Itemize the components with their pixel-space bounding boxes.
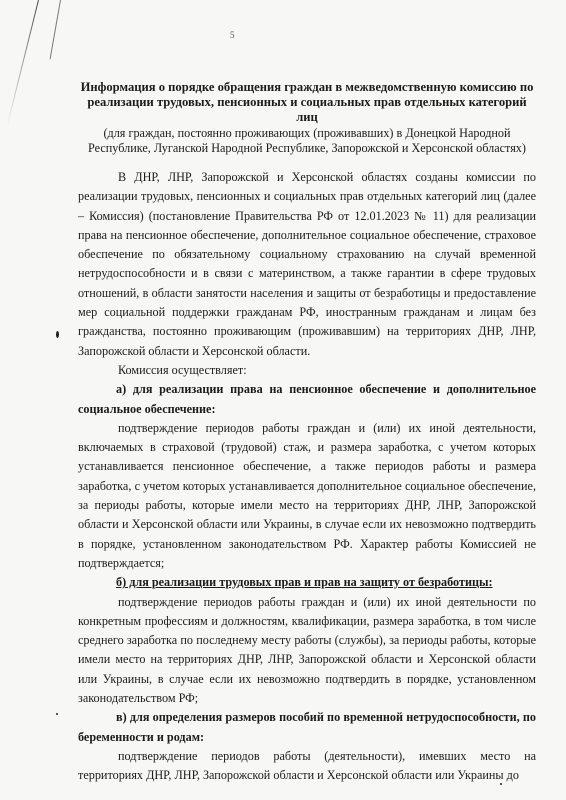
document-subtitle: (для граждан, постоянно проживающих (проживавших) в Донецкой Народной Республике, Луганской Народной Республике, Запорожской и Херсонской областях) xyxy=(88,126,526,155)
page-mark: 5 xyxy=(230,30,235,40)
document-body xyxy=(78,80,536,786)
scan-speck xyxy=(56,331,59,338)
section-c-body: подтверждение периодов работы (деятельности), имевших место на территориях ДНР, ЛНР, Запорожской области и Херсонской области или Украины до xyxy=(78,748,536,783)
section-a-body: подтверждение периодов работы граждан и (или) их иной деятельности, включаемых в страховой (трудовой) стаж, и размера заработка, с учетом которых устанавливается пенсионное обеспечение, а также периодов работы и размера заработка, с учетом которых устанавливается дополнительное социальное обеспечение, за периоды работы, которые имели место на территориях ДНР, ЛНР, Запорожской области и Херсонской области или Украины, в случае если их невозможно подтвердить в порядке, установленном законодательством РФ. Характер работы Комиссией не подтверждается; xyxy=(78,420,536,570)
section-b-body: подтверждение периодов работы граждан и (или) их иной деятельности по конкретным профессиям и должностям, квалификации, размера заработка, в том числе среднего заработка по последнему месту работы (службы), за периоды работы, которые имели место на территориях ДНР, ЛНР, Запорожской области и Херсонской области или Украины, в случае если их невозможно подтвердить в порядке, установленном законодательством РФ; xyxy=(78,594,536,706)
section-c-heading: в) для определения размеров пособий по временной нетрудоспособности, по беременности и родам: xyxy=(78,710,536,744)
scan-speck xyxy=(56,713,58,715)
commission-paragraph: Комиссия осуществляет: xyxy=(118,362,247,377)
document-title: Информация о порядке обращения граждан в межведомственную комиссию по реализации трудовых, пенсионных и социальных прав отдельных категорий лиц xyxy=(80,80,534,124)
section-a-heading: а) для реализации права на пенсионное обеспечение и дополнительное социальное обеспечение: xyxy=(78,382,536,416)
scan-artifact-line xyxy=(7,0,39,126)
scan-artifact-line xyxy=(50,0,61,59)
intro-paragraph: В ДНР, ЛНР, Запорожской и Херсонской областях созданы комиссии по реализации трудовых, пенсионных и социальных прав отдельных категорий лиц (далее – Комиссия) (постановление Правительства РФ от 12.01.2023 № 11) для реализации права на пенсионное обеспечение, дополнительное социальное обеспечение, страховое обеспечение по обязательному социальному страхованию на случай временной нетрудоспособности и в связи с материнством, а также гарантии в сфере трудовых отношений, в области занятости населения и защиты от безработицы и предоставление мер социальной поддержки гражданам РФ, иностранным гражданам и лицам без гражданства, постоянно проживающим (проживавшим) на территориях ДНР, ЛНР, Запорожской области и Херсонской области. xyxy=(78,170,536,358)
section-b-heading: б) для реализации трудовых прав и прав на защиту от безработицы: xyxy=(116,575,493,590)
